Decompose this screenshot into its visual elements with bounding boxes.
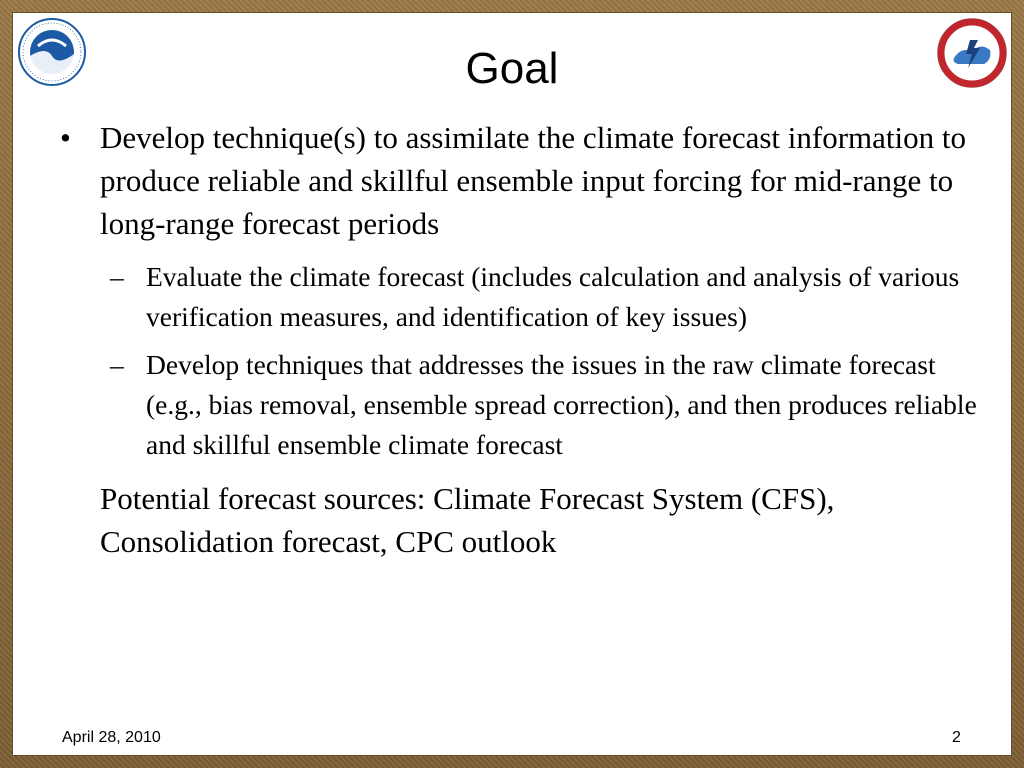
dash-marker: – bbox=[110, 349, 124, 380]
slide-number: 2 bbox=[952, 729, 961, 746]
slide-title: Goal bbox=[465, 44, 559, 93]
nws-logo-icon bbox=[936, 16, 1008, 90]
dash-marker: – bbox=[110, 261, 124, 292]
footer-date: April 28, 2010 bbox=[62, 729, 161, 746]
forecast-sources-note: Potential forecast sources: Climate Forecast System (CFS), Consolidation forecast, CPC outlook bbox=[100, 481, 835, 559]
bullet-marker: • bbox=[60, 120, 71, 155]
main-bullet-text: Develop technique(s) to assimilate the climate forecast information to produce reliable and skillful ensemble input forcing for mid-range to long-range forecast periods bbox=[100, 120, 966, 241]
slide-body bbox=[58, 116, 998, 563]
main-bullet bbox=[58, 116, 998, 245]
sub-bullet bbox=[58, 257, 998, 337]
sub-bullet-text: Develop techniques that addresses the issues in the raw climate forecast (e.g., bias removal, ensemble spread correction), and then produces reliable and skillful ensemble climate forecast bbox=[146, 349, 977, 460]
sub-bullet bbox=[58, 345, 998, 465]
slide-canvas bbox=[12, 12, 1012, 756]
sub-bullet-text: Evaluate the climate forecast (includes calculation and analysis of various verification measures, and identification of key issues) bbox=[146, 261, 960, 332]
